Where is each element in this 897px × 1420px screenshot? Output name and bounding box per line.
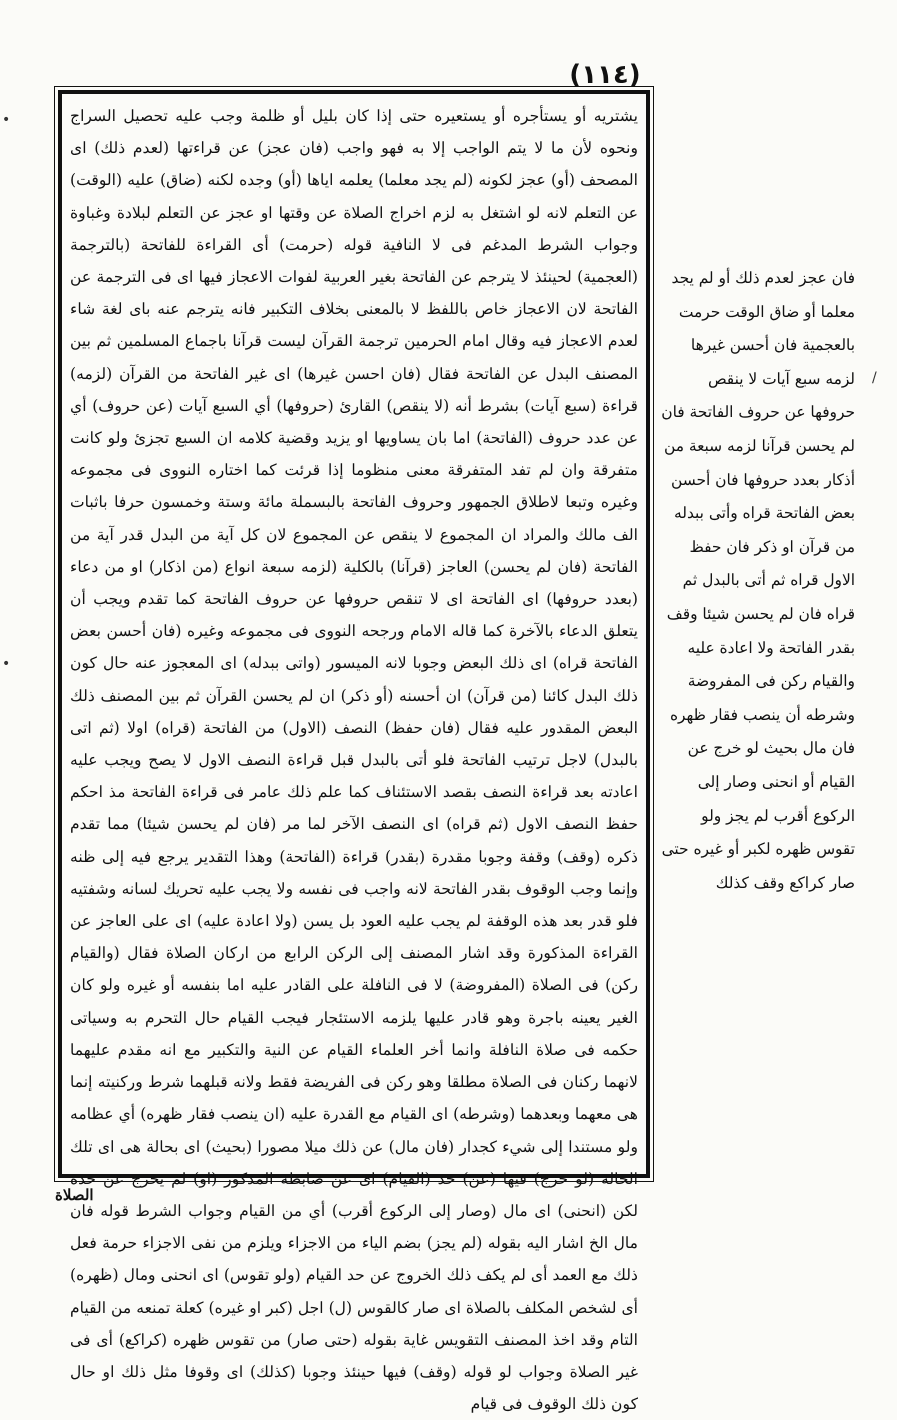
main-commentary [70,100,638,1420]
margin-paragraph: فان عجز لعدم ذلك أو لم يجد معلما أو ضاق الوقت حرمت بالعجمية فان أحسن غيرها لزمه سبع آيات لا ينقص حروفها عن حروف الفاتحة فان لم يحسن قرآنا لزمه سبعة من أذكار بعدد حروفها فان أحسن بعض الفاتحة قراه وأتى ببدله من قرآن او ذكر فان حفظ الاول قراه ثم أتى بالبدل ثم قراه فان لم يحسن شيئا وقف بقدر الفاتحة ولا اعادة عليه والقيام ركن فى المفروضة وشرطه أن ينصب فقار ظهره فان مال بحيث لو خرج عن القيام أو انحنى وصار إلى الركوع أقرب لم يجز ولو تقوس ظهره لكبر أو غيره حتى صار كراكع وقف كذلك [661,269,855,892]
catchword: الصلاة [55,1186,94,1204]
stray-mark-left: • [2,112,11,128]
page-number: (١١٤) [569,60,641,90]
stray-mark-right: / [872,370,877,386]
commentary-paragraph: يشتريه أو يستأجره أو يستعيره حتى إذا كان بليل أو ظلمة وجب عليه تحصيل السراج ونحوه لأن ما لا يتم الواجب إلا به فهو واجب (فان عجز) عن قراءتها (لعدم ذلك) اى المصحف (أو) عجز لكونه (لم يجد معلما) يعلمه اياها (أو) وجده لكنه (ضاق) عليه (الوقت) عن التعلم لانه لو اشتغل به لزم اخراج الصلاة عن وقتها او عجز عن التعلم لبلادة وغباوة وجواب الشرط المدغم فى لا النافية قوله (حرمت) أى القراءة للفاتحة (بالترجمة (العجمية) لحينئذ لا يترجم عن الفاتحة بغير العربية لفوات الاعجاز فيها اى فى الترجمة عن الفاتحة لان الاعجاز خاص باللفظ لا بالمعنى بخلاف التكبير فانه يترجم عنه باى لغة شاء لعدم الاعجاز فيه وقال امام الحرمين ترجمة القرآن ليست قرآنا باجماع المسلمين ثم بين المصنف البدل عن الفاتحة فقال (فان احسن غيرها) اى غير الفاتحة من القرآن (لزمه) قراءة (سبع آيات) بشرط أنه (لا ينقص) القارئ (حروفها) أي السبع آيات (عن حروف) أي عن عدد حروف (الفاتحة) اما بان يساويها او يزيد وقضية كلامه ان السبع تجزئ ولو كانت متفرقة وان لم تفد المتفرقة معنى منظوما إذا قرئت كما اختاره النووى فى مجموعه وغيره وتبعا لاطلاق الجمهور وحروف الفاتحة بالبسملة مائة وستة وخمسون حرفا باثبات الف مالك والمراد ان المجموع لا ينقص عن المجموع لان كل آية من البدل قدر آية من الفاتحة (فان لم يحسن) العاجز (قرآنا) بالكلية (لزمه سبعة انواع (من اذكار) او من دعاء (بعدد حروفها) اى الفاتحة اى لا تنقص حروفها عن حروف الفاتحة كما تقدم ويجب أن يتعلق الدعاء بالآخرة كما قاله الامام ورجحه النووى فى مجموعه وغيره (فان أحسن بعض الفاتحة قراه) اى ذلك البعض وجوبا لانه الميسور (واتى ببدله) اى المعجوز عنه حال كون ذلك البدل كائنا (من قرآن) ان أحسنه (أو ذكر) ان لم يحسن القرآن ثم بين المصنف ذلك البعض المقدور عليه فقال (فان حفظ) النصف (الاول) من الفاتحة (قراه) اولا (ثم اتى بالبدل) لاجل ترتيب الفاتحة فلو أتى بالبدل قبل قراءة النصف الاول لا يصح ويجب عليه اعادته بعد قراءة النصف بقصد الاستئناف كما علم ذلك عامر فى قراءة الفاتحة مذ احكم حفظ النصف الاول (ثم قراه) اى النصف الآخر لما مر (فان لم يحسن شيئا) مما تقدم ذكره (وقف) وقفة وجوبا مقدرة (بقدر) قراءة (الفاتحة) وهذا التقدير يرجع فيه إلى ظنه وإنما وجب الوقوف بقدر الفاتحة لانه واجب فى نفسه ولا يجب عليه تحريك لسانه وشفتيه فلو قدر بعد هذه الوقفة لم يجب عليه العود بل يسن (ولا اعادة عليه) اى على العاجز عن القراءة المذكورة وقد اشار المصنف إلى الركن الرابع من اركان الصلاة فقال (والقيام ركن) فى الصلاة (المفروضة) لا فى النافلة على القادر عليه اما بنفسه أو غيره ولو كان الغير يعينه باجرة وهو قادر عليها يلزمه الاستئجار فيجب القيام حال التحرم به وسياتى حكمه فى صلاة النافلة وانما أخر العلماء القيام عن النية والتكبير مع انه مقدم عليهما لانهما ركنان فى الصلاة مطلقا وهو ركن فى الفريضة فقط ولانه قبلهما شرط وركنيته إنما هى معهما وبعدهما (وشرطه) اى القيام مع القدرة عليه (ان ينصب فقار ظهره) أي عظامه ولو مستندا إلى شيء كجدار (فان مال) عن ذلك ميلا مصورا (بحيث) اى بحالة هى اى تلك الحالة (لو خرج) فيها (عن) حد (القيام) اى عن ضابطه المذكور (او) لم يخرج عن حده لكن (انحنى) اى مال (وصار إلى الركوع أقرب) أي من القيام وجواب الشرط قوله فان مال الخ اشار اليه بقوله (لم يجز) بضم الياء من الاجزاء ويلزم من نفى الاجزاء حرمة فعل ذلك مع العمد أى لم يكف ذلك الخروج عن حد القيام (ولو تقوس) اى انحنى ومال (ظهره) أى لشخص المكلف بالصلاة اى صار كالقوس (ل) اجل (كبر او غيره) كعلة تمنعه من القيام التام وقد اخذ المصنف التقويس غاية بقوله (حتى صار) من تقوس ظهره (كراكع) أى فى غير الصلاة وجواب لو قوله (وقف) فيها حينئذ وجوبا (كذلك) اى وقوفا مثل ذلك او حال كون ذلك الوقوف فى قيام [70,107,639,1414]
stray-mark-left-2: • [2,656,11,672]
main-text-frame [58,90,650,1414]
marginal-text [660,262,855,900]
